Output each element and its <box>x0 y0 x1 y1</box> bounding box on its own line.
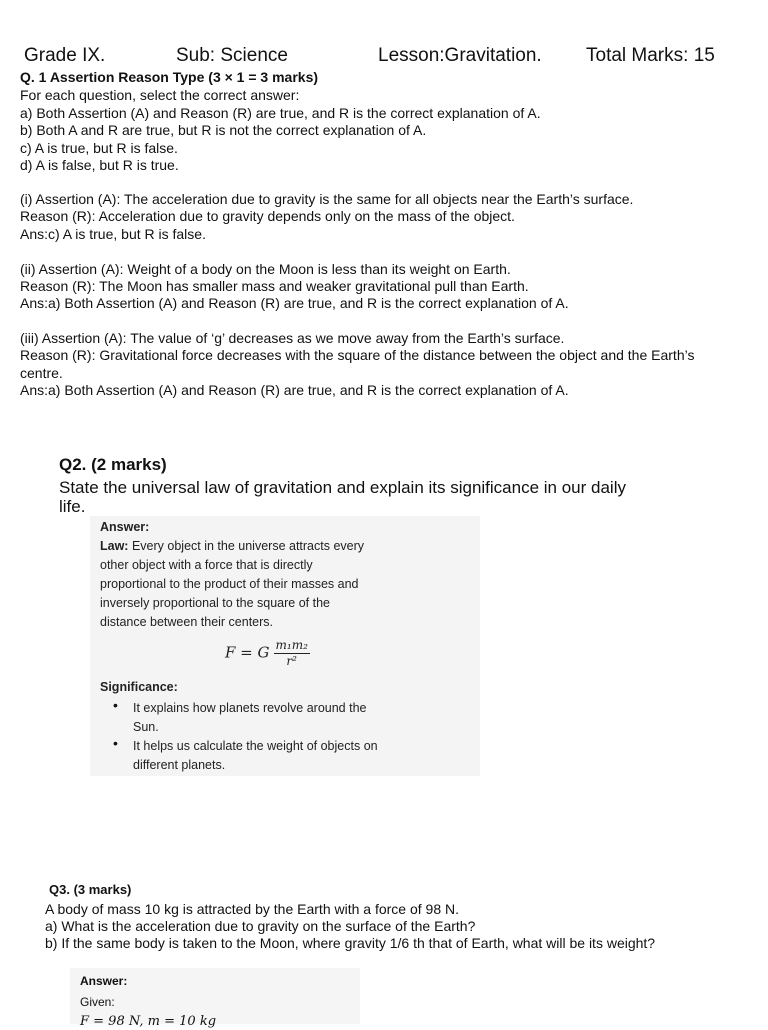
q1-option-d: d) A is false, but R is true. <box>20 157 179 173</box>
q2-law-label: Law: <box>100 539 129 553</box>
formula-numerator: m₁m₂ <box>275 638 308 652</box>
q1-instruction: For each question, select the correct answer: <box>20 87 300 103</box>
q1-iii-reason-cont: centre. <box>20 365 63 381</box>
q3-line2: a) What is the acceleration due to gravity on the surface of the Earth? <box>45 918 476 934</box>
q3-title: Q3. (3 marks) <box>49 882 132 897</box>
q1-iii-assertion: (iii) Assertion (A): The value of ‘g’ decreases as we move away from the Earth’s surface. <box>20 330 565 346</box>
q3-answer-heading: Answer: <box>80 974 128 988</box>
q2-law-line3: proportional to the product of their masses and <box>100 577 359 591</box>
q1-i-answer: Ans:c) A is true, but R is false. <box>20 226 206 242</box>
total-marks-label: Total Marks: 15 <box>586 45 715 66</box>
q2-bullet2-line2: different planets. <box>133 758 226 772</box>
q3-given-values: F = 98 N, m = 10 kg <box>80 1014 217 1029</box>
q1-i-assertion: (i) Assertion (A): The acceleration due to gravity is the same for all objects near the Earth’s surface. <box>20 191 634 207</box>
q2-law-text-1: Every object in the universe attracts every <box>131 539 365 553</box>
q1-i-reason: Reason (R): Acceleration due to gravity depends only on the mass of the object. <box>20 208 515 224</box>
q1-iii-reason: Reason (R): Gravitational force decreases with the square of the distance between the object and the Earth’s <box>20 347 695 363</box>
q3-line3: b) If the same body is taken to the Moon, where gravity 1/6 th that of Earth, what will be its weight? <box>45 935 656 951</box>
q1-option-a: a) Both Assertion (A) and Reason (R) are true, and R is the correct explanation of A. <box>20 105 541 121</box>
q1-option-c: c) A is true, but R is false. <box>20 140 178 156</box>
q2-law-line4: inversely proportional to the square of the <box>100 596 330 610</box>
gravitation-formula <box>225 638 310 669</box>
q2-answer-heading: Answer: <box>100 520 150 534</box>
q3-line1: A body of mass 10 kg is attracted by the Earth with a force of 98 N. <box>45 901 459 917</box>
q2-law-line1 <box>100 537 364 556</box>
q1-ii-answer: Ans:a) Both Assertion (A) and Reason (R) are true, and R is the correct explanation of A. <box>20 295 569 311</box>
q2-question-line1: State the universal law of gravitation and explain its significance in our daily <box>59 478 626 497</box>
lesson-label: Lesson:Gravitation. <box>378 45 542 66</box>
formula-lhs: F = G <box>225 643 270 662</box>
q2-significance-heading: Significance: <box>100 680 178 694</box>
q2-law-line2: other object with a force that is directly <box>100 558 313 572</box>
q2-title: Q2. (2 marks) <box>59 455 167 474</box>
q2-bullet1-line1: It explains how planets revolve around the <box>133 701 367 715</box>
q1-title: Q. 1 Assertion Reason Type (3 × 1 = 3 marks) <box>20 69 319 85</box>
bullet-icon: • <box>113 735 118 751</box>
q2-bullet1-line2: Sun. <box>133 720 159 734</box>
q2-bullet2-line1: It helps us calculate the weight of objects on <box>133 739 378 753</box>
subject-label: Sub: Science <box>176 45 288 66</box>
q1-option-b: b) Both A and R are true, but R is not the correct explanation of A. <box>20 122 427 138</box>
bullet-icon: • <box>113 697 118 713</box>
q1-ii-reason: Reason (R): The Moon has smaller mass and weaker gravitational pull than Earth. <box>20 278 529 294</box>
q3-given-label: Given: <box>80 995 115 1009</box>
grade-label: Grade IX. <box>24 45 106 66</box>
formula-fraction <box>274 638 310 669</box>
formula-denominator: r² <box>286 654 297 668</box>
q1-ii-assertion: (ii) Assertion (A): Weight of a body on the Moon is less than its weight on Earth. <box>20 261 511 277</box>
q2-law-line5: distance between their centers. <box>100 615 274 629</box>
q2-question-line2: life. <box>59 497 86 516</box>
q1-iii-answer: Ans:a) Both Assertion (A) and Reason (R) are true, and R is the correct explanation of A. <box>20 382 569 398</box>
